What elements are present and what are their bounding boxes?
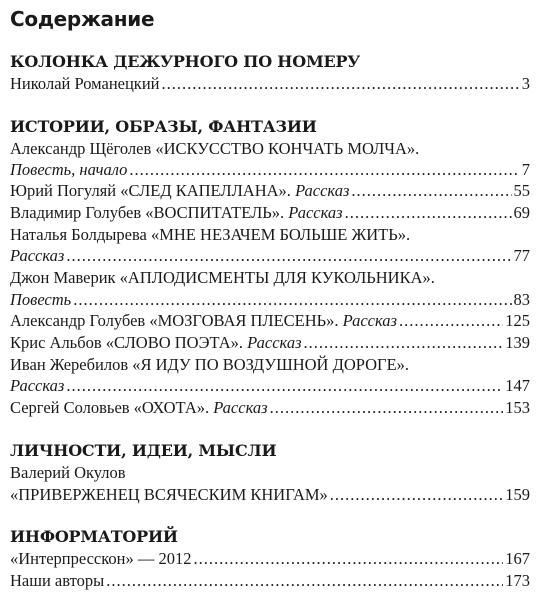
entry-title: «Интерпресскон» — 2012 xyxy=(10,549,192,568)
entry-page-number: 147 xyxy=(505,376,530,395)
dot-leader xyxy=(194,549,504,569)
entry-page-number: 83 xyxy=(513,290,530,309)
dot-leader xyxy=(66,246,511,266)
entry-title: Наши авторы xyxy=(10,571,105,590)
entry-author-title: Юрий Погуляй «СЛЕД КАПЕЛЛАНА». xyxy=(10,181,291,200)
entry-page-number: 125 xyxy=(505,311,530,330)
entry-genre: Повесть, начало xyxy=(10,160,128,179)
toc-entry[interactable] xyxy=(10,290,530,310)
entry-page-number: 69 xyxy=(513,203,530,222)
toc-entry[interactable] xyxy=(10,376,530,396)
entry-page-number: 167 xyxy=(505,549,530,568)
dot-leader xyxy=(161,74,519,94)
dot-leader xyxy=(330,485,503,505)
entry-author: Николай Романецкий xyxy=(10,74,160,93)
entry-genre: Рассказ xyxy=(10,376,65,395)
entry-page-number: 153 xyxy=(505,398,530,417)
dot-leader xyxy=(106,571,503,591)
page-title: Содержание xyxy=(10,7,155,31)
dot-leader xyxy=(129,160,519,180)
entry-genre: Рассказ xyxy=(247,333,302,352)
toc-entry[interactable] xyxy=(10,571,530,591)
entry-genre: Рассказ xyxy=(10,246,65,265)
entry-author: Валерий Окулов xyxy=(10,463,126,482)
toc-entry-line1[interactable] xyxy=(10,355,530,375)
entry-page-number: 55 xyxy=(513,181,530,200)
entry-author-title: Сергей Соловьев «ОХОТА». xyxy=(10,398,210,417)
toc-entry[interactable] xyxy=(10,398,530,418)
entry-genre: Рассказ xyxy=(295,181,350,200)
entry-page-number: 173 xyxy=(505,571,530,590)
entry-page-number: 159 xyxy=(505,485,530,504)
entry-title: «ПРИВЕРЖЕНЕЦ ВСЯЧЕСКИМ КНИГАМ» xyxy=(10,485,328,504)
toc-entry[interactable] xyxy=(10,485,530,505)
entry-page-number: 77 xyxy=(513,246,530,265)
entry-author-title: Иван Жеребилов «Я ИДУ ПО ВОЗДУШНОЙ ДОРОГЕ». xyxy=(10,355,410,374)
dot-leader xyxy=(66,376,503,396)
entry-genre: Повесть xyxy=(10,290,72,309)
entry-page-number: 139 xyxy=(505,333,530,352)
dot-leader xyxy=(270,398,504,418)
entry-author-title: Александр Щёголев «ИСКУССТВО КОНЧАТЬ МОЛЧА». xyxy=(10,139,420,158)
entry-author-title: Крис Альбов «СЛОВО ПОЭТА». xyxy=(10,333,244,352)
dot-leader xyxy=(351,181,511,201)
entry-genre: Рассказ xyxy=(342,311,397,330)
toc-entry[interactable] xyxy=(10,333,530,353)
toc-entry-line1[interactable] xyxy=(10,225,530,245)
entry-genre: Рассказ xyxy=(288,203,343,222)
entry-author-title: Джон Маверик «АПЛОДИСМЕНТЫ ДЛЯ КУКОЛЬНИКА». xyxy=(10,268,435,287)
toc-entry[interactable] xyxy=(10,181,530,201)
entry-author-title: Владимир Голубев «ВОСПИТАТЕЛЬ». xyxy=(10,203,285,222)
toc-entry[interactable] xyxy=(10,246,530,266)
entry-genre: Рассказ xyxy=(213,398,268,417)
toc-entry-line1[interactable] xyxy=(10,139,530,159)
table-of-contents xyxy=(10,0,530,600)
section-heading-duty-column: КОЛОНКА ДЕЖУРНОГО ПО НОМЕРУ xyxy=(10,52,361,71)
entry-page-number: 7 xyxy=(521,160,530,179)
dot-leader xyxy=(399,311,503,331)
entry-page-number: 3 xyxy=(521,74,530,93)
entry-author-title: Александр Голубев «МОЗГОВАЯ ПЛЕСЕНЬ». xyxy=(10,311,339,330)
entry-author-title: Наталья Болдырева «МНЕ НЕЗАЧЕМ БОЛЬШЕ ЖИТЬ». xyxy=(10,225,411,244)
toc-entry[interactable] xyxy=(10,311,530,331)
toc-entry-line1[interactable] xyxy=(10,463,530,483)
toc-entry[interactable] xyxy=(10,203,530,223)
dot-leader xyxy=(304,333,504,353)
toc-entry[interactable] xyxy=(10,160,530,180)
dot-leader xyxy=(73,290,511,310)
section-heading-informatorium: ИНФОРМАТОРИЙ xyxy=(10,527,178,546)
dot-leader xyxy=(345,203,512,223)
section-heading-personalities: ЛИЧНОСТИ, ИДЕИ, МЫСЛИ xyxy=(10,441,277,460)
toc-entry[interactable] xyxy=(10,549,530,569)
toc-entry[interactable] xyxy=(10,74,530,94)
toc-entry-line1[interactable] xyxy=(10,268,530,288)
section-heading-stories: ИСТОРИИ, ОБРАЗЫ, ФАНТАЗИИ xyxy=(10,117,317,136)
